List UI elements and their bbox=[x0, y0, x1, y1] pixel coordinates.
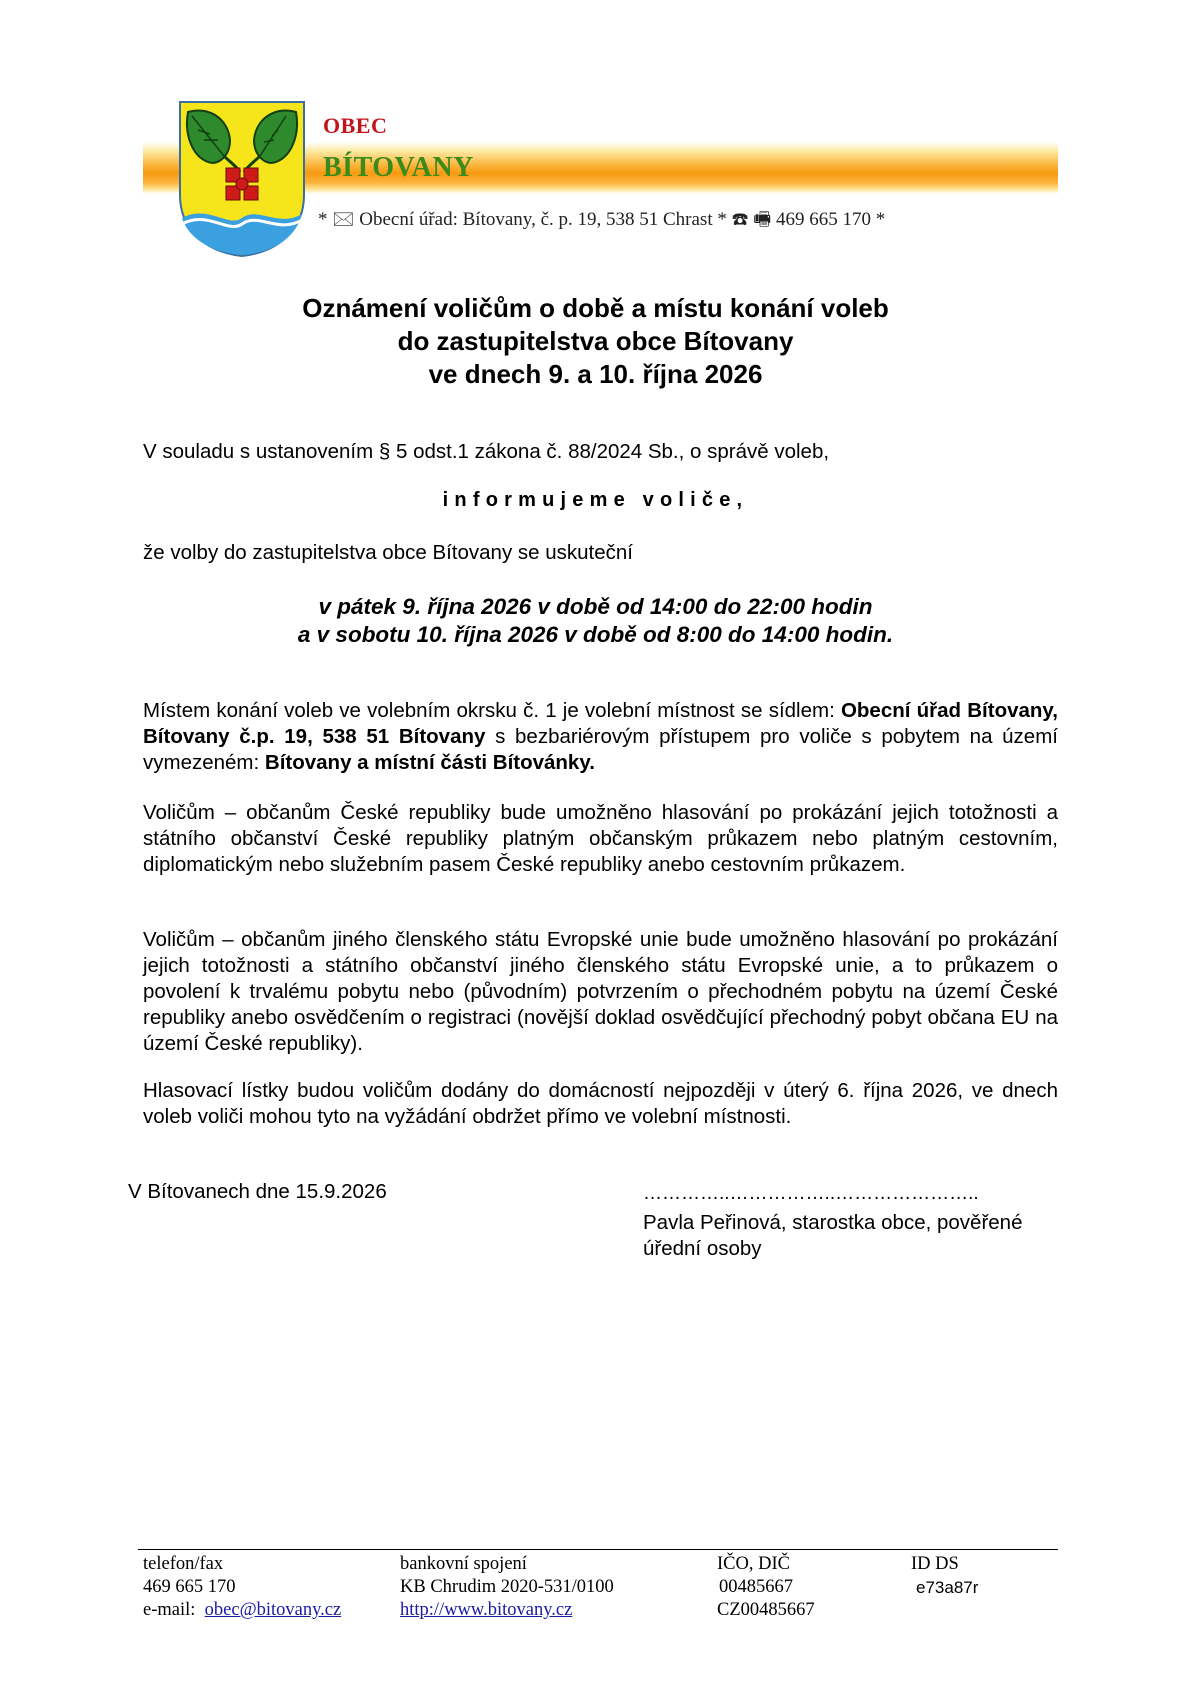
election-date-line: a v sobotu 10. října 2026 v době od 8:00 do 14:00 hodin. bbox=[297, 622, 894, 647]
footer-bank-label: bankovní spojení bbox=[400, 1554, 527, 1574]
footer-phone-label: telefon/fax bbox=[143, 1554, 224, 1574]
eu-citizens-paragraph: Voličům – občanům jiného členského státu Evropské unie bude umožněno hlasování po prokázání jejich totožnosti a státního občanství jiného členského státu Evropské unie, a to průkazem o povolení k trvalému pobytu nebo (původním) potvrzením o přechodném pobytu na území České republiky anebo osvědčením o registraci (novější doklad osvědčující přechodný pobyt občana EU na území České republiky). bbox=[143, 928, 1058, 1055]
footer-bank-account: KB Chrudim 2020-531/0100 bbox=[400, 1577, 614, 1597]
footer-email-label: e-mail: bbox=[143, 1600, 196, 1620]
footer-ico-label: IČO, DIČ bbox=[717, 1554, 790, 1574]
footer-divider bbox=[138, 1549, 1058, 1550]
inform-voters-heading: informujeme voliče, bbox=[442, 489, 749, 511]
place-lead: Místem konání voleb ve volebním okrsku č. 1 je volební místnost se sídlem: bbox=[143, 699, 841, 722]
footer-idds-label: ID DS bbox=[911, 1554, 959, 1574]
title-line: ve dnech 9. a 10. října 2026 bbox=[428, 359, 763, 389]
footer-contact bbox=[143, 1553, 341, 1622]
footer-email-row bbox=[143, 1599, 341, 1622]
ballots-paragraph: Hlasovací lístky budou voličům dodány do domácností nejpozději v úterý 6. října 2026, ve dnech voleb voliči mohou tyto na vyžádání obdržet přímo ve volební místnosti. bbox=[143, 1079, 1058, 1128]
intro-paragraph: V souladu s ustanovením § 5 odst.1 zákona č. 88/2024 Sb., o správě voleb, bbox=[143, 440, 830, 463]
email-link[interactable]: obec@bitovany.cz bbox=[204, 1600, 342, 1620]
title-line: do zastupitelstva obce Bítovany bbox=[397, 326, 794, 356]
org-name-line2: BÍTOVANY bbox=[323, 152, 474, 183]
footer-web-row bbox=[400, 1599, 614, 1622]
title-line: Oznámení voličům o době a místu konání voleb bbox=[302, 293, 889, 323]
place-and-date: V Bítovanech dne 15.9.2026 bbox=[128, 1180, 387, 1203]
footer-idds bbox=[911, 1553, 978, 1599]
footer-dic-value: CZ00485667 bbox=[717, 1600, 815, 1620]
polling-place-paragraph bbox=[143, 698, 1058, 776]
elections-take-place-line: že volby do zastupitelstva obce Bítovany se uskuteční bbox=[143, 541, 633, 564]
czech-citizens-paragraph: Voličům – občanům České republiky bude umožněno hlasování po prokázání jejich totožnosti a státního občanství České republiky platným občanským průkazem nebo platným cestovním, diplomatickým nebo služebním pasem České republiky anebo cestovním průkazem. bbox=[143, 801, 1058, 876]
footer-phone: 469 665 170 bbox=[143, 1577, 236, 1597]
polling-place-address: Obecní úřad Bítovany, Bítovany č.p. 19, 538 51 Bítovany bbox=[143, 699, 1058, 748]
footer-ico-value: 00485667 bbox=[719, 1577, 793, 1597]
footer-ico bbox=[717, 1553, 815, 1622]
office-address: * 🖂 Obecní úřad: Bítovany, č. p. 19, 538 51 Chrast * ☎ 🖷 469 665 170 * bbox=[318, 209, 886, 230]
website-link[interactable]: http://www.bitovany.cz bbox=[400, 1600, 573, 1620]
election-dates bbox=[0, 593, 1191, 649]
polling-area: Bítovany a místní části Bítovánky. bbox=[264, 751, 595, 774]
signature-line: …………..……………..………………….. bbox=[643, 1183, 979, 1204]
footer-idds-value: e73a87r bbox=[916, 1578, 979, 1597]
page-title bbox=[0, 292, 1191, 391]
signatory-name: Pavla Peřinová, starostka obce, pověřené úřední osoby bbox=[643, 1211, 1023, 1260]
coat-of-arms-icon bbox=[178, 100, 306, 258]
election-date-line: v pátek 9. října 2026 v době od 14:00 do 22:00 hodin bbox=[318, 594, 873, 619]
place-middle: s bezbariérovým přístupem pro voliče s pobytem na území vymezeném: bbox=[143, 725, 1058, 774]
footer-bank bbox=[400, 1553, 614, 1622]
org-name-line1: OBEC bbox=[323, 113, 388, 138]
